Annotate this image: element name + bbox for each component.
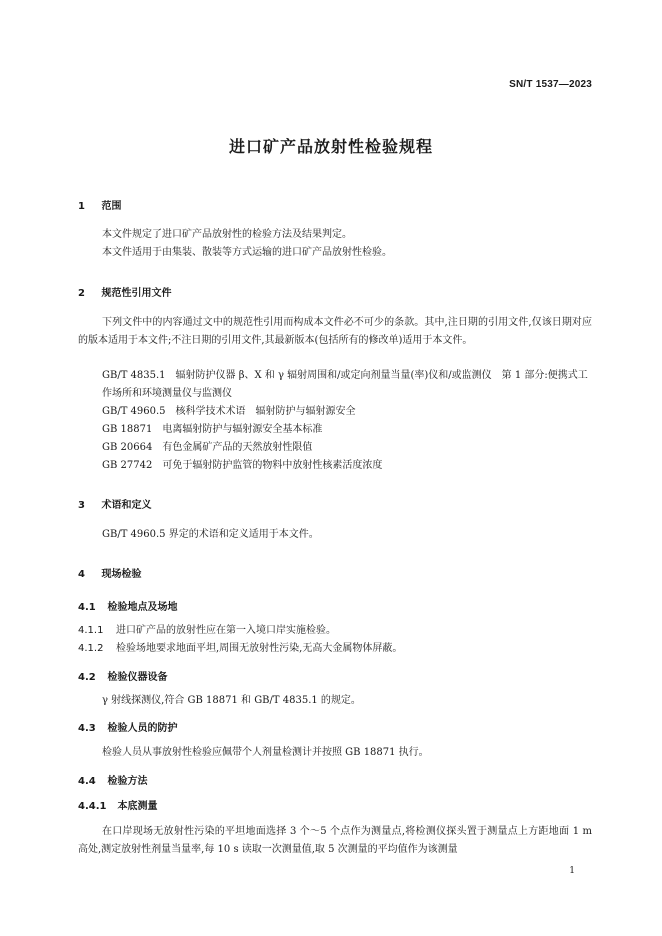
section-title: 检验人员的防护: [107, 723, 178, 734]
paragraph: γ 射线探测仪,符合 GB 18871 和 GB/T 4835.1 的规定。: [102, 695, 361, 706]
section-number: 4.2: [78, 672, 96, 683]
standard-number: SN/T 1537—2023: [509, 79, 592, 90]
reference-code: GB 27742: [102, 460, 153, 471]
clause-text: 进口矿产品的放射性应在第一入境口岸实施检验。: [116, 625, 336, 636]
section-title: 本底测量: [117, 801, 158, 812]
paragraph: 本文件规定了进口矿产品放射性的检验方法及结果判定。: [102, 229, 352, 240]
subsection-4-4-1-heading: [78, 797, 157, 812]
section-title: 检验方法: [107, 776, 148, 787]
reference-item: [102, 421, 592, 439]
section-number: 3: [78, 500, 85, 511]
clause-4-1-2: [78, 640, 592, 658]
subsection-4-3-heading: [78, 719, 177, 734]
clause-number: 4.1.2: [78, 643, 104, 654]
section-title: 术语和定义: [101, 500, 152, 511]
reference-code: GB/T 4960.5: [102, 406, 166, 417]
section-number: 4.1: [78, 602, 96, 613]
section-1-heading: [78, 197, 121, 212]
reference-item: [102, 367, 592, 403]
section-number: 1: [78, 201, 85, 212]
subsection-4-4-heading: [78, 772, 147, 787]
paragraph: 下列文件中的内容通过文中的规范性引用而构成本文件必不可少的条款。其中,注日期的引用文件,仅该日期对应的版本适用于本文件;不注日期的引用文件,其最新版本(包括所有的修改单)适用于本文件。: [78, 317, 592, 346]
section-title: 规范性引用文件: [101, 288, 172, 299]
reference-code: GB 20664: [102, 442, 153, 453]
section-number: 4.4: [78, 776, 96, 787]
reference-title: 电离辐射防护与辐射源安全基本标准: [162, 424, 323, 435]
reference-title: 辐射防护仪器 β、X 和 γ 辐射周围和/或定向剂量当量(率)仪和/或监测仪 第 1 部分:便携式工作场所和环境测量仪与监测仪: [102, 370, 588, 399]
section-title: 现场检验: [101, 569, 142, 580]
section-number: 4.3: [78, 723, 96, 734]
reference-title: 有色金属矿产品的天然放射性限值: [162, 442, 313, 453]
section-title: 检验地点及场地: [107, 602, 178, 613]
section-3-heading: [78, 496, 151, 511]
section-title: 检验仪器设备: [107, 672, 168, 683]
section-number: 4.4.1: [78, 801, 107, 812]
paragraph: 本文件适用于由集装、散装等方式运输的进口矿产品放射性检验。: [102, 247, 392, 258]
clause-4-1-1: [78, 622, 592, 640]
paragraph: GB/T 4960.5 界定的术语和定义适用于本文件。: [102, 529, 319, 540]
reference-item: [102, 457, 592, 475]
clause-number: 4.1.1: [78, 625, 104, 636]
section-2-heading: [78, 284, 171, 299]
clause-text: 检验场地要求地面平坦,周围无放射性污染,无高大金属物体屏蔽。: [116, 643, 403, 654]
subsection-4-1-heading: [78, 598, 177, 613]
subsection-4-2-heading: [78, 668, 167, 683]
reference-title: 可免于辐射防护监管的物料中放射性核素活度浓度: [162, 460, 383, 471]
reference-code: GB 18871: [102, 424, 153, 435]
reference-item: [102, 439, 592, 457]
section-number: 4: [78, 569, 85, 580]
section-4-heading: [78, 565, 141, 580]
reference-title: 核科学技术术语 辐射防护与辐射源安全: [175, 406, 356, 417]
page-number: 1: [569, 866, 575, 876]
paragraph: 在口岸现场无放射性污染的平坦地面选择 3 个～5 个点作为测量点,将检测仪探头置于测量点上方距地面 1 m 高处,测定放射性剂量当量率,每 10 s 读取一次测量值,取 5 次测量的平均值作为该测量: [78, 826, 592, 855]
paragraph: 检验人员从事放射性检验应佩带个人剂量检测计并按照 GB 18871 执行。: [102, 747, 429, 758]
reference-item: [102, 403, 592, 421]
section-title: 范围: [101, 201, 122, 212]
document-title: 进口矿产品放射性检验规程: [228, 137, 433, 156]
reference-code: GB/T 4835.1: [102, 370, 166, 381]
section-number: 2: [78, 288, 85, 299]
